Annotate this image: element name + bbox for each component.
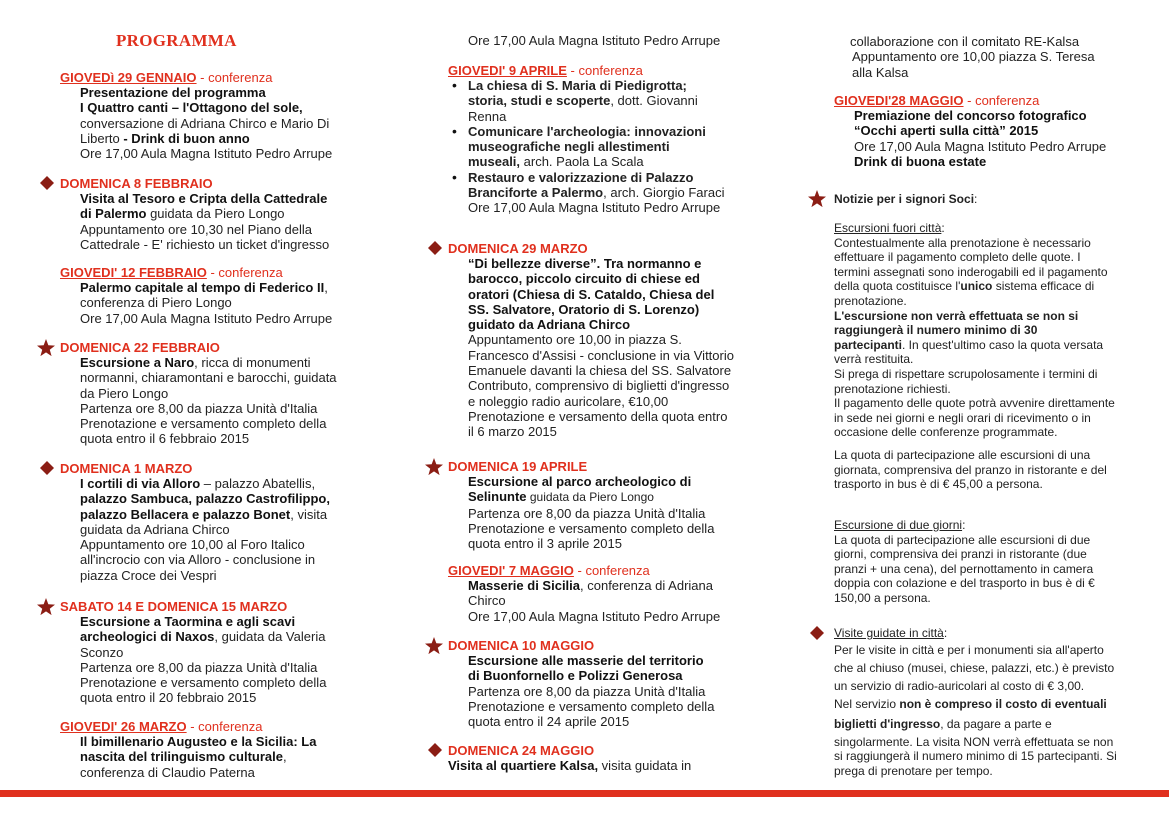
event-text: , visita [290, 506, 328, 522]
star-icon [425, 458, 443, 476]
section-title: Visite guidate in città [834, 626, 944, 640]
visite-block: Visite guidate in città: Per le visite in città e per i monumenti sia all'aperto che al chiuso (musei, chiese, palazzi, etc.) è previsto un servizio di radio-auricolari al costo di € 3,00. Nel servizio non è compreso il costo di eventuali biglietti d'ingresso, da pagare a parte e singolarmente. La visita NON verrà effettuata se non si raggiungerà il numero minimo di 15 partecipanti. Si prega di prenotare per tempo. [834, 626, 1117, 778]
star-icon [37, 598, 55, 616]
event-date: GIOVEDI' 7 MAGGIO [448, 563, 574, 578]
event-text: piazza Croce dei Vespri [80, 567, 217, 583]
event-text: Sconzo [80, 644, 124, 660]
event-venue: Ore 17,00 Aula Magna Istituto Pedro Arrupe [468, 608, 721, 624]
list-item: • La chiesa di S. Maria di Piedigrotta; storia, studi e scoperte, dott. Giovanni Renna [468, 78, 778, 124]
event-title: di Palermo [80, 206, 147, 222]
event-title: nascita del trilinguismo culturale [80, 749, 283, 765]
event-venue: Ore 17,00 Aula Magna Istituto Pedro Arrupe [854, 138, 1107, 154]
event-date: DOMENICA 19 APRILE [448, 459, 588, 474]
event-text: guidata da Adriana Chirco [80, 521, 230, 537]
event-feb22 [60, 340, 390, 447]
escursioni-block: Escursioni fuori città: Contestualmente alla prenotazione è necessario effettuare il pagamento completo delle quote. I termini assegnati sono inderogabili ed il pagamento della quota costituisce l'unico sistema efficace di prenotazione. L'escursione non verrà effettuata se non si raggiungerà il numero minimo di 30 partecipanti. In quest'ultimo caso la quota versata verrà restituita. Si prega di rispettare scrupolosamente i termini di prenotazione richiesti. Il pagamento delle quote potrà avvenire direttamente in sede nei giorni e negli orari di ricevimento o in occasione delle conferenze programmate. La quota di partecipazione alle escursioni di una giornata, comprensiva del pranzo in ristorante e del trasporto in bus è di € 45,00 a persona. [834, 221, 1115, 492]
star-icon [808, 190, 826, 208]
event-apr19: DOMENICA 19 APRILE Escursione al parco archeologico di Selinunte guidata da Piero Longo Partenza ore 8,00 da piazza Unità d'Italia Prenotazione e versamento completo della quota entro il 3 aprile 2015 [448, 459, 778, 551]
event-feb12 [60, 265, 390, 326]
event-title: Premiazione del concorso fotografico [854, 108, 1087, 123]
event-title: Il bimillenario Augusteo e la Sicilia: La [80, 734, 317, 749]
star-icon [425, 637, 443, 655]
event-title: palazzo Sambuca, palazzo Castrofilippo, [80, 491, 330, 507]
event-date: DOMENICA 24 MAGGIO [448, 743, 595, 758]
event-date: GIOVEDI' 12 FEBBRAIO [60, 265, 207, 280]
event-text: Prenotazione e versamento completo della [80, 416, 327, 432]
event-date: GIOVEDI' 9 APRILE [448, 63, 567, 78]
event-title: “Occhi aperti sulla città” 2015 [854, 123, 1039, 139]
event-title: Visita al Tesoro e Cripta della Cattedrale [80, 191, 328, 206]
diamond-icon [810, 626, 824, 640]
event-text: Appuntamento ore 10,00 al Foro Italico [80, 537, 305, 553]
notices-title: Notizie per i signori Soci [834, 192, 975, 206]
event-venue: Ore 17,00 Aula Magna Istituto Pedro Arrupe [468, 200, 721, 216]
event-title: Escursione alle masserie del territorio [468, 653, 704, 668]
event-type: - conferenza [573, 563, 650, 578]
event-mar14 [60, 599, 390, 706]
event-title: Presentazione del programma [80, 85, 266, 100]
event-title: Escursione a Naro [80, 355, 195, 370]
event-title: Tra normanno e [600, 256, 702, 271]
event-title: di Buonfornello e Polizzi Generosa [468, 668, 683, 684]
event-title: Masserie di Sicilia [468, 578, 581, 593]
event-apr9 [448, 63, 778, 216]
event-mar1 [60, 461, 390, 583]
event-text: quota entro il 20 febbraio 2015 [80, 690, 257, 706]
event-mag24: DOMENICA 24 MAGGIO Visita al quartiere Kalsa, visita guidata in [448, 743, 778, 773]
bottom-rule [0, 790, 1169, 797]
event-text: normanni, chiaramontani e barocchi, guidata [80, 370, 337, 386]
event-text: Partenza ore 8,00 da piazza Unità d'Italia [80, 400, 318, 416]
event-date: GIOVEDì 29 GENNAIO [60, 70, 197, 85]
event-text: Drink di buona estate [854, 153, 987, 169]
event-type: - conferenza [186, 719, 263, 734]
event-title: I cortili di via Alloro [80, 476, 201, 491]
diamond-icon [40, 176, 54, 190]
event-text: all'incrocio con via Alloro - conclusione in [80, 552, 316, 568]
event-title: archeologici di Naxos [80, 629, 215, 645]
section-title: Escursioni fuori città [834, 221, 942, 235]
event-date: SABATO 14 E DOMENICA 15 MARZO [60, 599, 288, 614]
event-text: conversazione di Adriana Chirco e Mario Di [80, 115, 330, 131]
diamond-icon [428, 241, 442, 255]
diamond-icon [428, 743, 442, 757]
event-text: – palazzo Abatellis, [200, 476, 316, 491]
event-subtitle: I Quattro canti – l'Ottagono del sole, [80, 100, 303, 116]
event-title: palazzo Bellacera e palazzo Bonet [80, 506, 291, 522]
due-giorni-block: Escursione di due giorni: La quota di partecipazione alle escursioni di due giorni, comprensiva dei pranzi in ristorante (due pranzi + una cena), del pernottamento in camera doppia con colazione e del trasporto in bus è di € 150,00 a persona. [834, 518, 1095, 605]
section-title: Escursione di due giorni [834, 518, 963, 532]
event-text: conferenza di Piero Longo [80, 295, 232, 311]
event-date: DOMENICA 22 FEBBRAIO [60, 340, 220, 355]
event-text: quota entro il 6 febbraio 2015 [80, 431, 250, 447]
event-mag24-cont: collaborazione con il comitato RE-Kalsa Appuntamento ore 10,00 piazza S. Teresa alla Kalsa [850, 34, 1095, 80]
event-title: Escursione a Taormina e agli scavi [80, 614, 296, 629]
event-text: , ricca di monumenti [194, 355, 311, 370]
star-icon [37, 339, 55, 357]
event-jan29 [60, 70, 390, 161]
event-venue: Ore 17,00 Aula Magna Istituto Pedro Arrupe [80, 310, 333, 326]
event-feb8 [60, 176, 390, 252]
event-mag28 [834, 93, 1164, 169]
event-mag7: GIOVEDI' 7 MAGGIO - conferenza Masserie di Sicilia, conferenza di Adriana Chirco Ore 17,00 Aula Magna Istituto Pedro Arrupe [448, 563, 778, 624]
event-text: - Drink di buon anno [119, 130, 250, 146]
event-title: Selinunte [468, 489, 527, 505]
event-type: - conferenza [206, 265, 283, 280]
event-text: da Piero Longo [80, 385, 169, 401]
event-type: - conferenza [566, 63, 643, 78]
event-text: , guidata da Valeria [214, 629, 326, 645]
event-date: GIOVEDI' 26 MARZO [60, 719, 187, 734]
event-text: guidata da Piero Longo [526, 490, 654, 505]
event-date: DOMENICA 8 FEBBRAIO [60, 176, 213, 191]
event-mar29: DOMENICA 29 MARZO “Di bellezze diverse”. Tra normanno e barocco, piccolo circuito di chiese ed oratori (Chiesa di S. Cataldo, Chiesa del SS. Salvatore, Oratorio di S. Lorenzo) guidato da Adriana Chirco Appuntamento ore 10,00 in piazza S. Francesco d'Assisi - conclusione in via Vittorio Emanuele davanti la chiesa del SS. Salvatore Contributo, comprensivo di biglietti d'ingresso e noleggio radio auricolare, €10,00 Prenotazione e versamento della quota entro il 6 marzo 2015 [448, 241, 778, 440]
event-title: “Di bellezze diverse”. [468, 256, 601, 271]
event-date: DOMENICA 29 MARZO [448, 241, 588, 256]
event-text: , [324, 280, 328, 295]
page-title: PROGRAMMA [116, 31, 237, 50]
event-date: GIOVEDI'28 MAGGIO [834, 93, 964, 108]
diamond-icon [40, 461, 54, 475]
event-text: Liberto [80, 130, 120, 146]
event-text: Prenotazione e versamento completo della [80, 675, 327, 691]
event-text: Cattedrale - E' richiesto un ticket d'ingresso [80, 236, 330, 252]
event-text: guidata da Piero Longo [146, 206, 285, 222]
event-mag10: DOMENICA 10 MAGGIO Escursione alle masserie del territorio di Buonfornello e Polizzi Generosa Partenza ore 8,00 da piazza Unità d'Italia Prenotazione e versamento completo della quota entro il 24 aprile 2015 [448, 638, 778, 729]
list-item: • Restauro e valorizzazione di Palazzo Branciforte a Palermo, arch. Giorgio Faraci [468, 170, 778, 201]
event-type: - conferenza [963, 93, 1040, 108]
event-text: conferenza di Claudio Paterna [80, 764, 255, 780]
event-title: Escursione al parco archeologico di [468, 474, 692, 489]
event-venue: Ore 17,00 Aula Magna Istituto Pedro Arrupe [468, 33, 721, 48]
event-date: DOMENICA 10 MAGGIO [448, 638, 595, 653]
event-text: Partenza ore 8,00 da piazza Unità d'Italia [80, 659, 318, 675]
event-text: Appuntamento ore 10,30 nel Piano della [80, 221, 313, 237]
event-mar26 [60, 719, 390, 780]
event-type: - conferenza [196, 70, 273, 85]
event-text: , [283, 749, 287, 765]
event-title: Visita al quartiere Kalsa, [448, 758, 599, 773]
list-item: • Comunicare l'archeologia: innovazioni museografiche negli allestimenti museali, arch. Paola La Scala [468, 124, 778, 170]
event-date: DOMENICA 1 MARZO [60, 461, 193, 476]
event-venue: Ore 17,00 Aula Magna Istituto Pedro Arrupe [80, 146, 333, 162]
event-title: Palermo capitale al tempo di Federico II [80, 280, 325, 295]
talk-list [448, 78, 778, 200]
